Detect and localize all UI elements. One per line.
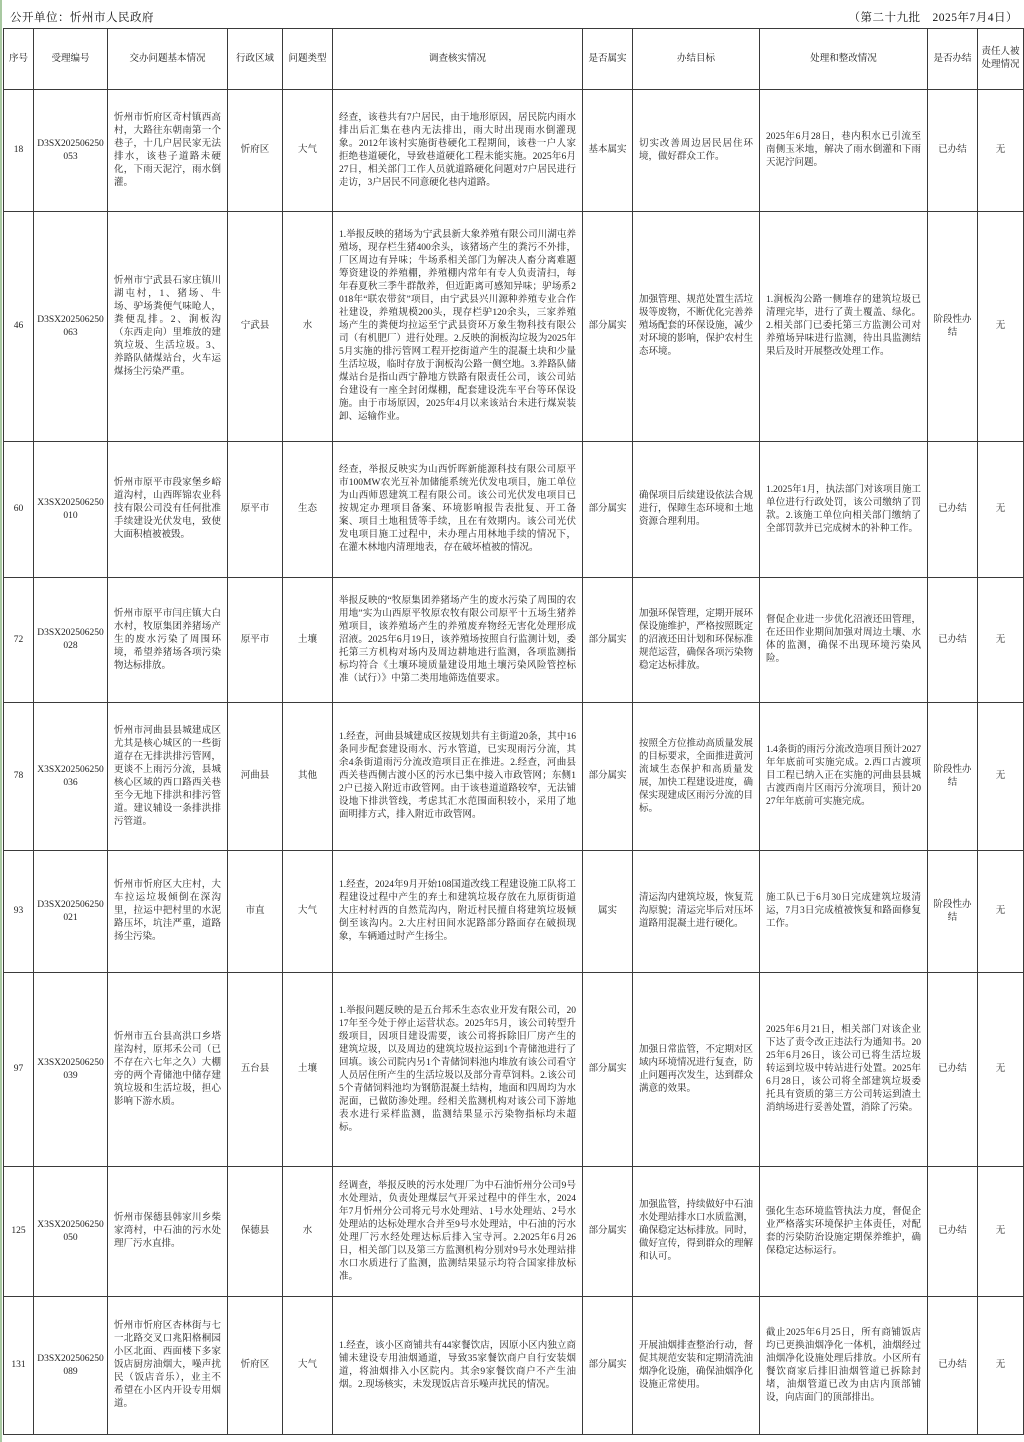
cell-region: 忻府区	[228, 90, 283, 212]
cell-type: 水	[283, 212, 333, 442]
cell-handling: 1.2025年1月，执法部门对该项目施工单位进行行政处罚，该公司缴纳了罚款。2.该施工单位向相关部门缴纳了全部罚款并已完成树木的补种工作。	[760, 442, 928, 578]
cell-verified: 部分属实	[583, 1167, 633, 1297]
col-header-seq: 序号	[4, 29, 34, 90]
cell-type: 土壤	[283, 578, 333, 703]
cell-handling: 1.4条街的雨污分流改造项目预计2027年年底前可实施完成。2.西口古渡项目工程已纳入正在实施的河曲县县城古渡西南片区雨污分流项目，预计2027年年底前可实施完成。	[760, 703, 928, 851]
cell-goal: 清运沟内建筑垃圾，恢复荒沟原貌；清运完毕后对压坏道路用混凝土进行硬化。	[633, 851, 760, 973]
cell-accountability: 无	[978, 1297, 1024, 1435]
cell-goal: 确保项目后续建设依法合规进行，保障生态环境和土地资源合理利用。	[633, 442, 760, 578]
cell-accountability: 无	[978, 442, 1024, 578]
cell-verified: 部分属实	[583, 1297, 633, 1435]
cell-investigation: 1.经查，2024年9月开始108国道改线工程建设施工队将工程建设过程中产生的弃土和建筑垃圾存放在九原街街道大庄村村西的自然荒沟内，附近村民擅自将建筑垃圾倾倒至该沟内。2.大庄村田间水泥路部分路面存在破损现象，车辆通过时产生扬尘。	[333, 851, 583, 973]
cell-case-no: X3SX202506250050	[34, 1167, 108, 1297]
cell-type: 水	[283, 1167, 333, 1297]
cell-investigation: 1.经查，河曲县城建成区按规划共有主街道20条，其中16条同步配套建设雨水、污水管道，已实现雨污分流，其余4条街道雨污分流改造项目正在推进。2.经查，河曲县西关巷西侧古渡小区的污水已集中接入市政管网；东侧12户已接入附近市政管网。由于该巷道道路较窄，无法铺设地下排洪管线，考虑其汇水范围面积较小，采用了地面明排方式，排入附近市政管网。	[333, 703, 583, 851]
cell-case-no: D3SX202506250063	[34, 212, 108, 442]
cell-problem: 忻州市忻府区奇村镇西高村，大路往东朝南第一个巷子，十几户居民家无法排水，该巷子道路未硬化，下雨天泥泞，雨水倒灌。	[108, 90, 228, 212]
cell-verified: 部分属实	[583, 973, 633, 1167]
cell-case-no: X3SX202506250039	[34, 973, 108, 1167]
cell-goal: 按照全方位推动高质量发展的目标要求，全面推进黄河流域生态保护和高质量发展，加快工程建设进度，确保实现建成区雨污分流的目标。	[633, 703, 760, 851]
col-header-investigation: 调查核实情况	[333, 29, 583, 90]
cell-region: 保德县	[228, 1167, 283, 1297]
header-row	[4, 29, 1024, 90]
cell-status: 已办结	[928, 90, 978, 212]
col-header-verified: 是否属实	[583, 29, 633, 90]
table-row	[4, 1167, 1024, 1297]
col-header-status: 是否办结	[928, 29, 978, 90]
cell-accountability: 无	[978, 851, 1024, 973]
cell-seq: 78	[4, 703, 34, 851]
cell-type: 生态	[283, 442, 333, 578]
batch-date-label: （第二十九批 2025年7月4日）	[848, 12, 1018, 24]
table-row	[4, 851, 1024, 973]
cell-investigation: 1.经查，该小区商铺共有44家餐饮店，因原小区内独立商铺未建设专用油烟通道，导致35家餐饮商户自行安装烟道，将油烟排入小区院内。其余9家餐饮商户不产生油烟。2.现场核实，未发现饭店音乐噪声扰民的情况。	[333, 1297, 583, 1435]
cell-case-no: D3SX202506250053	[34, 90, 108, 212]
cell-status: 已办结	[928, 1297, 978, 1435]
cell-goal: 开展油烟排查整治行动，督促其规范安装和定期清洗油烟净化设施，确保油烟净化设施正常使用。	[633, 1297, 760, 1435]
cell-status: 已办结	[928, 442, 978, 578]
cell-seq: 131	[4, 1297, 34, 1435]
table-row	[4, 703, 1024, 851]
table-row	[4, 442, 1024, 578]
cell-verified: 部分属实	[583, 442, 633, 578]
cell-status: 已办结	[928, 1167, 978, 1297]
cell-region: 五台县	[228, 973, 283, 1167]
cell-goal: 切实改善周边居民居住环境，做好群众工作。	[633, 90, 760, 212]
cell-handling: 强化生态环境监管执法力度，督促企业严格落实环境保护主体责任，对配套的污染防治设施定期保养维护，确保稳定达标运行。	[760, 1167, 928, 1297]
cell-case-no: D3SX202506250028	[34, 578, 108, 703]
cell-handling: 截止2025年6月25日，所有商铺饭店均已更换油烟净化一体机，油烟经过油烟净化设施处理后排放。小区所有餐饮商家后排旧油烟管道已拆除封堵，油烟管道已改为由店内顶部铺设，向店面门的顶部排出。	[760, 1297, 928, 1435]
cell-handling: 施工队已于6月30日完成建筑垃圾清运，7月3日完成植被恢复和路面修复工作。	[760, 851, 928, 973]
cell-type: 土壤	[283, 973, 333, 1167]
col-header-handling: 处理和整改情况	[760, 29, 928, 90]
cell-case-no: X3SX202506250036	[34, 703, 108, 851]
cell-type: 大气	[283, 1297, 333, 1435]
cell-case-no: D3SX202506250089	[34, 1297, 108, 1435]
cell-verified: 部分属实	[583, 578, 633, 703]
table-row	[4, 1297, 1024, 1435]
cell-status: 已办结	[928, 578, 978, 703]
cell-handling: 1.涧板沟公路一侧堆存的建筑垃圾已清理完毕，进行了黄土覆盖、绿化。2.相关部门已委托第三方监测公司对养殖场异味进行监测，待出具监测结果后及时开展整改处理工作。	[760, 212, 928, 442]
publish-unit-label: 公开单位：忻州市人民政府	[10, 12, 154, 24]
cell-accountability: 无	[978, 973, 1024, 1167]
cell-problem: 忻州市五台县高洪口乡塔崖沟村，原邦禾公司（已不存在六七年之久）大棚旁的两个青储池中储存建筑垃圾和生活垃圾，担心影响下游水质。	[108, 973, 228, 1167]
cell-case-no: X3SX202506250010	[34, 442, 108, 578]
cell-goal: 加强管理、规范处置生活垃圾等废物，不断优化完善养殖场配套的环保设施，减少对环境的影响，保护农村生态环境。	[633, 212, 760, 442]
cell-accountability: 无	[978, 703, 1024, 851]
cell-problem: 忻州市原平市段家堡乡峪道沟村，山西晖锦农业科技有限公司没有任何批准手续建设光伏发电，致使大面积植被被毁。	[108, 442, 228, 578]
cell-handling: 2025年6月28日，巷内积水已引流至南侧玉米地，解决了雨水倒灌和下雨天泥泞问题。	[760, 90, 928, 212]
cell-type: 大气	[283, 851, 333, 973]
cell-accountability: 无	[978, 578, 1024, 703]
cell-seq: 18	[4, 90, 34, 212]
cell-problem: 忻州市忻府区杏林街与七一北路交叉口兆阳格桐园小区北面、西面楼下多家饭店厨房油烟大，噪声扰民（饭店音乐），业主不希望在小区内开设专用烟道。	[108, 1297, 228, 1435]
cell-seq: 125	[4, 1167, 34, 1297]
table-row	[4, 973, 1024, 1167]
cell-region: 原平市	[228, 578, 283, 703]
cell-seq: 93	[4, 851, 34, 973]
cell-investigation: 举报反映的“牧原集团养猪场产生的废水污染了周围的农用地”实为山西原平牧原农牧有限公司原平十五场生猪养殖项目，该养殖场产生的养殖废弃物经无害化处理形成沼液。2025年6月19日，该养殖场按照自行监测计划，委托第三方机构对场内及周边耕地进行监测，各项监测指标均符合《土壤环境质量建设用地土壤污染风险管控标准（试行）》中第二类用地筛选值要求。	[333, 578, 583, 703]
cell-region: 忻府区	[228, 1297, 283, 1435]
cell-investigation: 1.举报反映的猪场为宁武县新大象养殖有限公司川湖屯养殖场，现存栏生猪400余头，该猪场产生的粪污不外排，厂区周边有异味；牛场系相关部门为解决人畜分离难题筹资建设的养殖棚，养殖棚内常年有专人负责清扫，每年春夏秋三季牛群散养，但近距离可感知异味；驴场系2018年“联农带贫”项目，由宁武县兴川源种养殖专业合作社建设，养殖规模200头，现存栏驴120余头，三家养殖场产生的粪便均拉运至宁武县资环万象生物科技有限公司（有机肥厂）进行处理。2.反映的涧板沟垃圾为2025年5月实施的排污管网工程开挖街道产生的混凝土块和少量生活垃圾，临时存放于涧板沟公路一侧空地。3.养路队储煤站台是指山西宁静地方铁路有限责任公司，该公司站台建设有一座全封闭煤棚，配套建设洗车平台等环保设施。由于市场原因，2025年4月以来该站台未进行煤炭装卸、运输作业。	[333, 212, 583, 442]
col-header-type: 问题类型	[283, 29, 333, 90]
cell-problem: 忻州市忻府区大庄村，大车拉运垃圾倾倒在深沟里，拉运中把村里的水泥路压坏，坑洼严重，道路扬尘污染。	[108, 851, 228, 973]
cell-type: 其他	[283, 703, 333, 851]
cell-seq: 60	[4, 442, 34, 578]
cell-status: 阶段性办结	[928, 851, 978, 973]
cell-accountability: 无	[978, 90, 1024, 212]
cell-problem: 忻州市保德县韩家川乡柴家湾村，中石油的污水处理厂污水直排。	[108, 1167, 228, 1297]
table-row	[4, 90, 1024, 212]
cell-region: 河曲县	[228, 703, 283, 851]
table-row	[4, 578, 1024, 703]
cell-problem: 忻州市宁武县石家庄镇川湖屯村，1、猪场、牛场、驴场粪便气味呛人，粪便乱排。2、涧板沟（东西走向）里堆放的建筑垃圾、生活垃圾。3、养路队储煤站台，火车运煤扬尘污染严重。	[108, 212, 228, 442]
cell-accountability: 无	[978, 212, 1024, 442]
cell-type: 大气	[283, 90, 333, 212]
cell-accountability: 无	[978, 1167, 1024, 1297]
cell-region: 宁武县	[228, 212, 283, 442]
cell-region: 原平市	[228, 442, 283, 578]
cell-verified: 属实	[583, 851, 633, 973]
cell-status: 已办结	[928, 973, 978, 1167]
cell-goal: 加强环保管理，定期开展环保设施维护，严格按照既定的沼液还田计划和环保标准规范运营，确保各项污染物稳定达标排放。	[633, 578, 760, 703]
cell-region: 市直	[228, 851, 283, 973]
cell-seq: 46	[4, 212, 34, 442]
cell-verified: 部分属实	[583, 212, 633, 442]
cell-investigation: 经查，举报反映实为山西忻晖新能源科技有限公司原平市100MW农光互补加储能系统光伏发电项目，施工单位为山西师恩建筑工程有限公司。该公司光伏发电项目已按规定办理项目备案、环境影响报告表批复、开工备案、项目土地租赁等手续，且在有效期内。该公司光伏发电项目施工过程中，未办理占用林地手续的情况下，在灌木林地内清理地表，存在破坏植被的情况。	[333, 442, 583, 578]
cell-problem: 忻州市原平市闫庄镇大白水村，牧原集团养猪场产生的废水污染了周围环境，希望养猪场各项污染物达标排放。	[108, 578, 228, 703]
cell-handling: 2025年6月21日，相关部门对该企业下达了责令改正违法行为通知书。2025年6月26日，该公司已将生活垃圾转运到垃圾中转站进行处置。2025年6月28日，该公司将全部建筑垃圾委托具有资质的第三方公司转运到渣土消纳场进行妥善处置，消除了污染。	[760, 973, 928, 1167]
cell-seq: 97	[4, 973, 34, 1167]
complaints-table	[3, 28, 1024, 1435]
cell-verified: 基本属实	[583, 90, 633, 212]
cell-status: 阶段性办结	[928, 703, 978, 851]
cell-goal: 加强日常监管，不定期对区域内环境情况进行复查，防止问题再次发生，达到群众满意的效果。	[633, 973, 760, 1167]
col-header-case-no: 受理编号	[34, 29, 108, 90]
cell-seq: 72	[4, 578, 34, 703]
table-row	[4, 212, 1024, 442]
title-bar	[2, 0, 1024, 28]
cell-problem: 忻州市河曲县县城建成区尤其是核心城区的一些街道存在无排洪排污管网，更谈不上雨污分流，县城核心区域的西口路西关巷至今无地下排洪和排污管道。建议辅设一条排洪排污管道。	[108, 703, 228, 851]
cell-verified: 部分属实	[583, 703, 633, 851]
col-header-region: 行政区域	[228, 29, 283, 90]
cell-investigation: 1.举报问题反映的是五台邦禾生态农业开发有限公司，2017年至今处于停止运营状态。2025年5月，该公司转型升级项目，因项目建设需要，该公司将拆除旧厂房产生的建筑垃圾，以及周边的建筑垃圾拉运到1个青储池进行了回填。该公司院内另1个青储饲料池内堆放有该公司看守人员居住所产生的生活垃圾以及部分青草饲料。2.该公司5个青储饲料池均为钢筋混凝土结构，地面和四周均为水泥面，已做防渗处理。经相关监测机构对该公司下游地表水进行采样监测，监测结果显示污染物指标均未超标。	[333, 973, 583, 1167]
cell-status: 阶段性办结	[928, 212, 978, 442]
cell-investigation: 经查，该巷共有7户居民，由于地形原因，居民院内雨水排出后汇集在巷内无法排出，雨大时出现雨水倒灌现象。2012年该村实施街巷硬化工程期间，该巷一户人家拒绝巷道硬化，导致巷道硬化工程未能实施。2025年6月27日，相关部门工作人员就道路硬化问题对7户居民进行走访，3户居民不同意硬化巷内道路。	[333, 90, 583, 212]
cell-investigation: 经调查，举报反映的污水处理厂为中石油忻州分公司9号水处理站，负责处理煤层气开采过程中的伴生水，2024年7月忻州分公司将元号水处理站、1号水处理站、2号水处理站的达标处理水合并至9号水处理站，中石油的污水处理厂污水经处理达标后排入宝寺河。2.2025年6月26日，相关部门以及第三方监测机构分别对9号水处理站排水口水质进行了监测，监测结果显示均符合国家排放标准。	[333, 1167, 583, 1297]
cell-case-no: D3SX202506250021	[34, 851, 108, 973]
cell-goal: 加强监管，持续做好中石油水处理站排水口水质监测，确保稳定达标排放。同时，做好宣传，得到群众的理解和认可。	[633, 1167, 760, 1297]
col-header-accountability: 责任人被处理情况	[978, 29, 1024, 90]
cell-handling: 督促企业进一步优化沼液还田管理，在还田作业期间加强对周边土壤、水体的监测，确保不出现环境污染风险。	[760, 578, 928, 703]
col-header-goal: 办结目标	[633, 29, 760, 90]
col-header-problem: 交办问题基本情况	[108, 29, 228, 90]
